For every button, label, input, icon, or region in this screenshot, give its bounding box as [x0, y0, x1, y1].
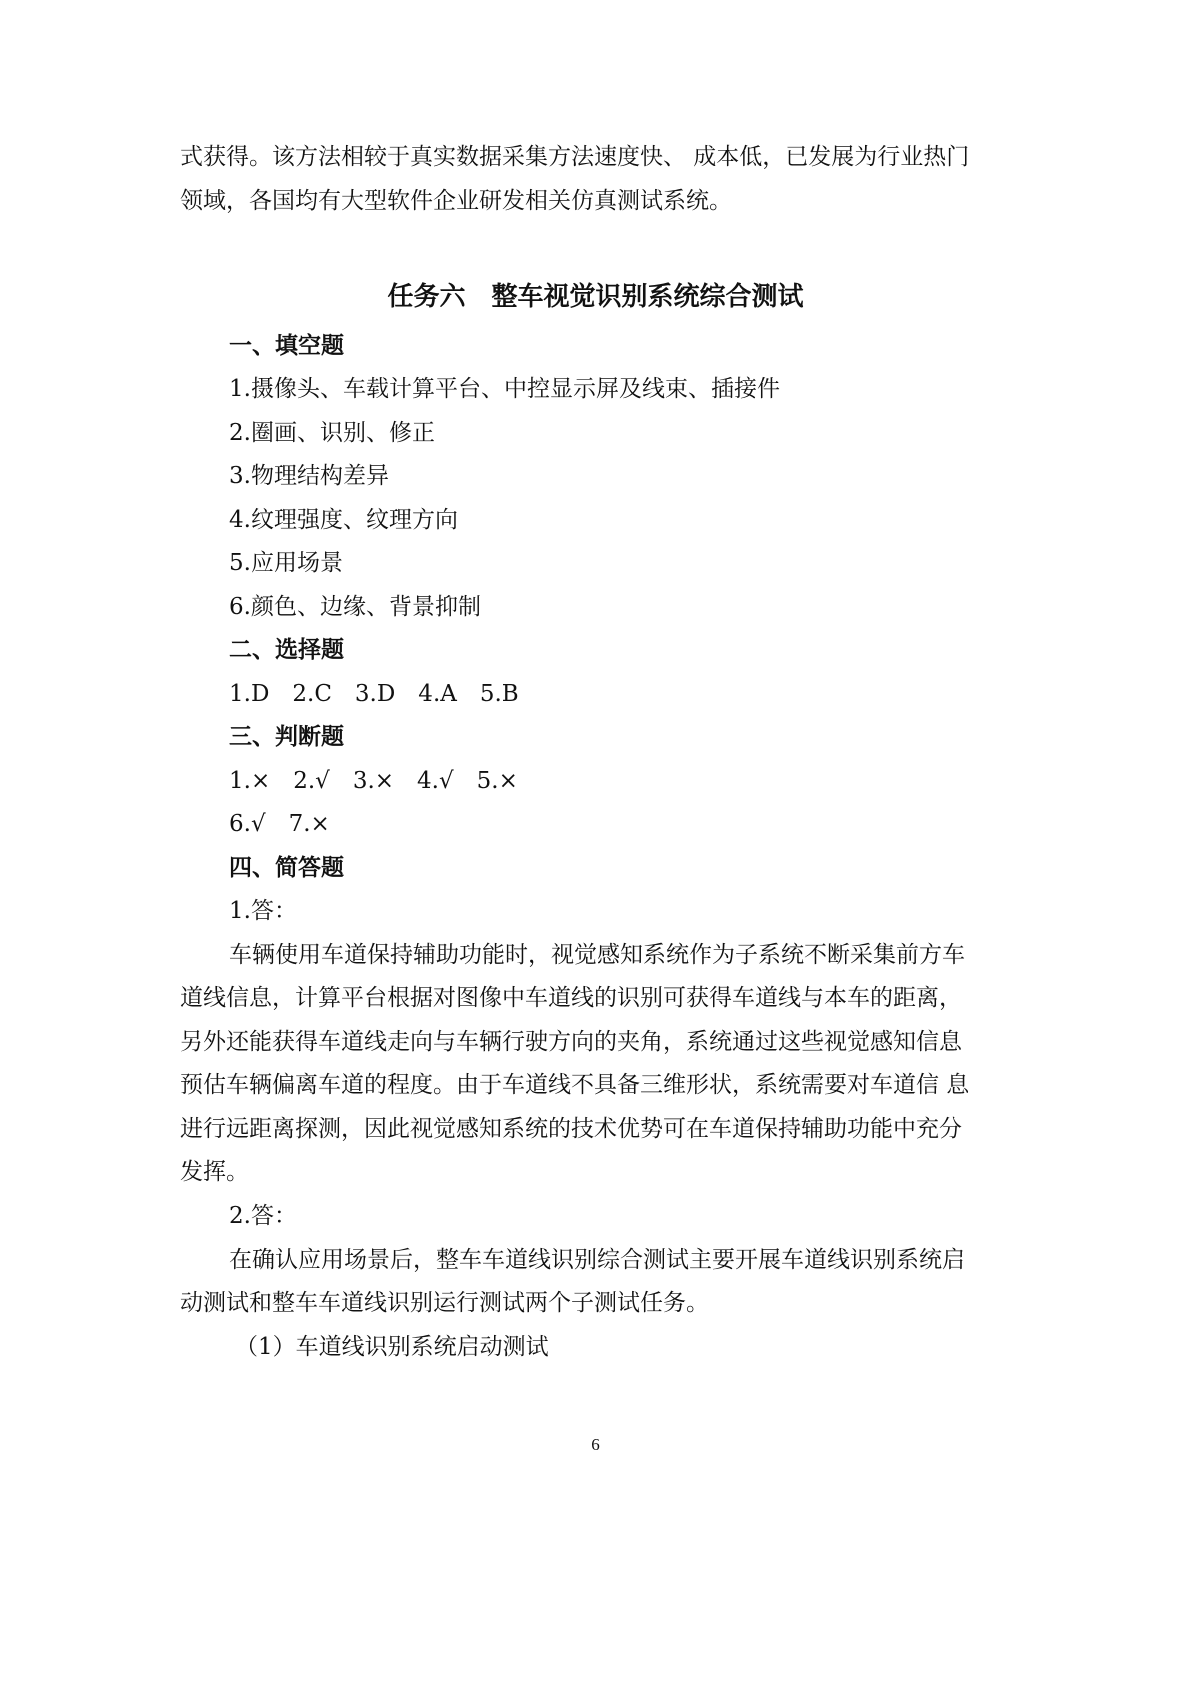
answer-1-paragraph-line: 另外还能获得车道线走向与车辆行驶方向的夹角，系统通过这些视觉感知信息: [180, 1029, 962, 1055]
intro-line-1: 式获得。该方法相较于真实数据采集方法速度快、 成本低，已发展为行业热门: [180, 144, 970, 170]
fill-blank-item: 4.纹理强度、纹理方向: [229, 507, 458, 533]
answer-1-paragraph-line: 道线信息，计算平台根据对图像中车道线的识别可获得车道线与本车的距离，: [180, 985, 962, 1011]
answer-2-subheading: （1）车道线识别系统启动测试: [235, 1334, 549, 1360]
answer-1-paragraph-line: 发挥。: [180, 1159, 249, 1185]
answer-1-label: 1.答：: [229, 898, 297, 924]
answer-1-paragraph-line: 车辆使用车道保持辅助功能时，视觉感知系统作为子系统不断采集前方车: [229, 942, 965, 968]
section-heading-true-false: 三、判断题: [229, 724, 344, 750]
intro-line-2: 领域，各国均有大型软件企业研发相关仿真测试系统。: [180, 188, 732, 214]
fill-blank-item: 2.圈画、识别、修正: [229, 420, 435, 446]
fill-blank-item: 3.物理结构差异: [229, 463, 389, 489]
multiple-choice-answers: 1.D 2.C 3.D 4.A 5.B: [229, 681, 519, 707]
fill-blank-item: 5.应用场景: [229, 550, 343, 576]
answer-2-paragraph-line: 在确认应用场景后，整车车道线识别综合测试主要开展车道线识别系统启: [229, 1247, 965, 1273]
answer-2-label: 2.答：: [229, 1203, 297, 1229]
true-false-answers-row: 1.× 2.√ 3.× 4.√ 5.×: [229, 768, 518, 794]
answer-1-paragraph-line: 预估车辆偏离车道的程度。由于车道线不具备三维形状，系统需要对车道信 息: [180, 1072, 970, 1098]
true-false-answers-row: 6.√ 7.×: [229, 811, 330, 837]
fill-blank-item: 6.颜色、边缘、背景抑制: [229, 594, 481, 620]
page-number: 6: [591, 1435, 600, 1454]
section-heading-multiple-choice: 二、选择题: [229, 637, 344, 663]
task-title: 任务六 整车视觉识别系统综合测试: [387, 282, 804, 312]
section-heading-fill-blank: 一、填空题: [229, 333, 344, 359]
fill-blank-item: 1.摄像头、车载计算平台、中控显示屏及线束、插接件: [229, 376, 780, 402]
answer-1-paragraph-line: 进行远距离探测，因此视觉感知系统的技术优势可在车道保持辅助功能中充分: [180, 1116, 962, 1142]
answer-2-paragraph-line: 动测试和整车车道线识别运行测试两个子测试任务。: [180, 1290, 709, 1316]
section-heading-short-answer: 四、简答题: [229, 855, 344, 881]
